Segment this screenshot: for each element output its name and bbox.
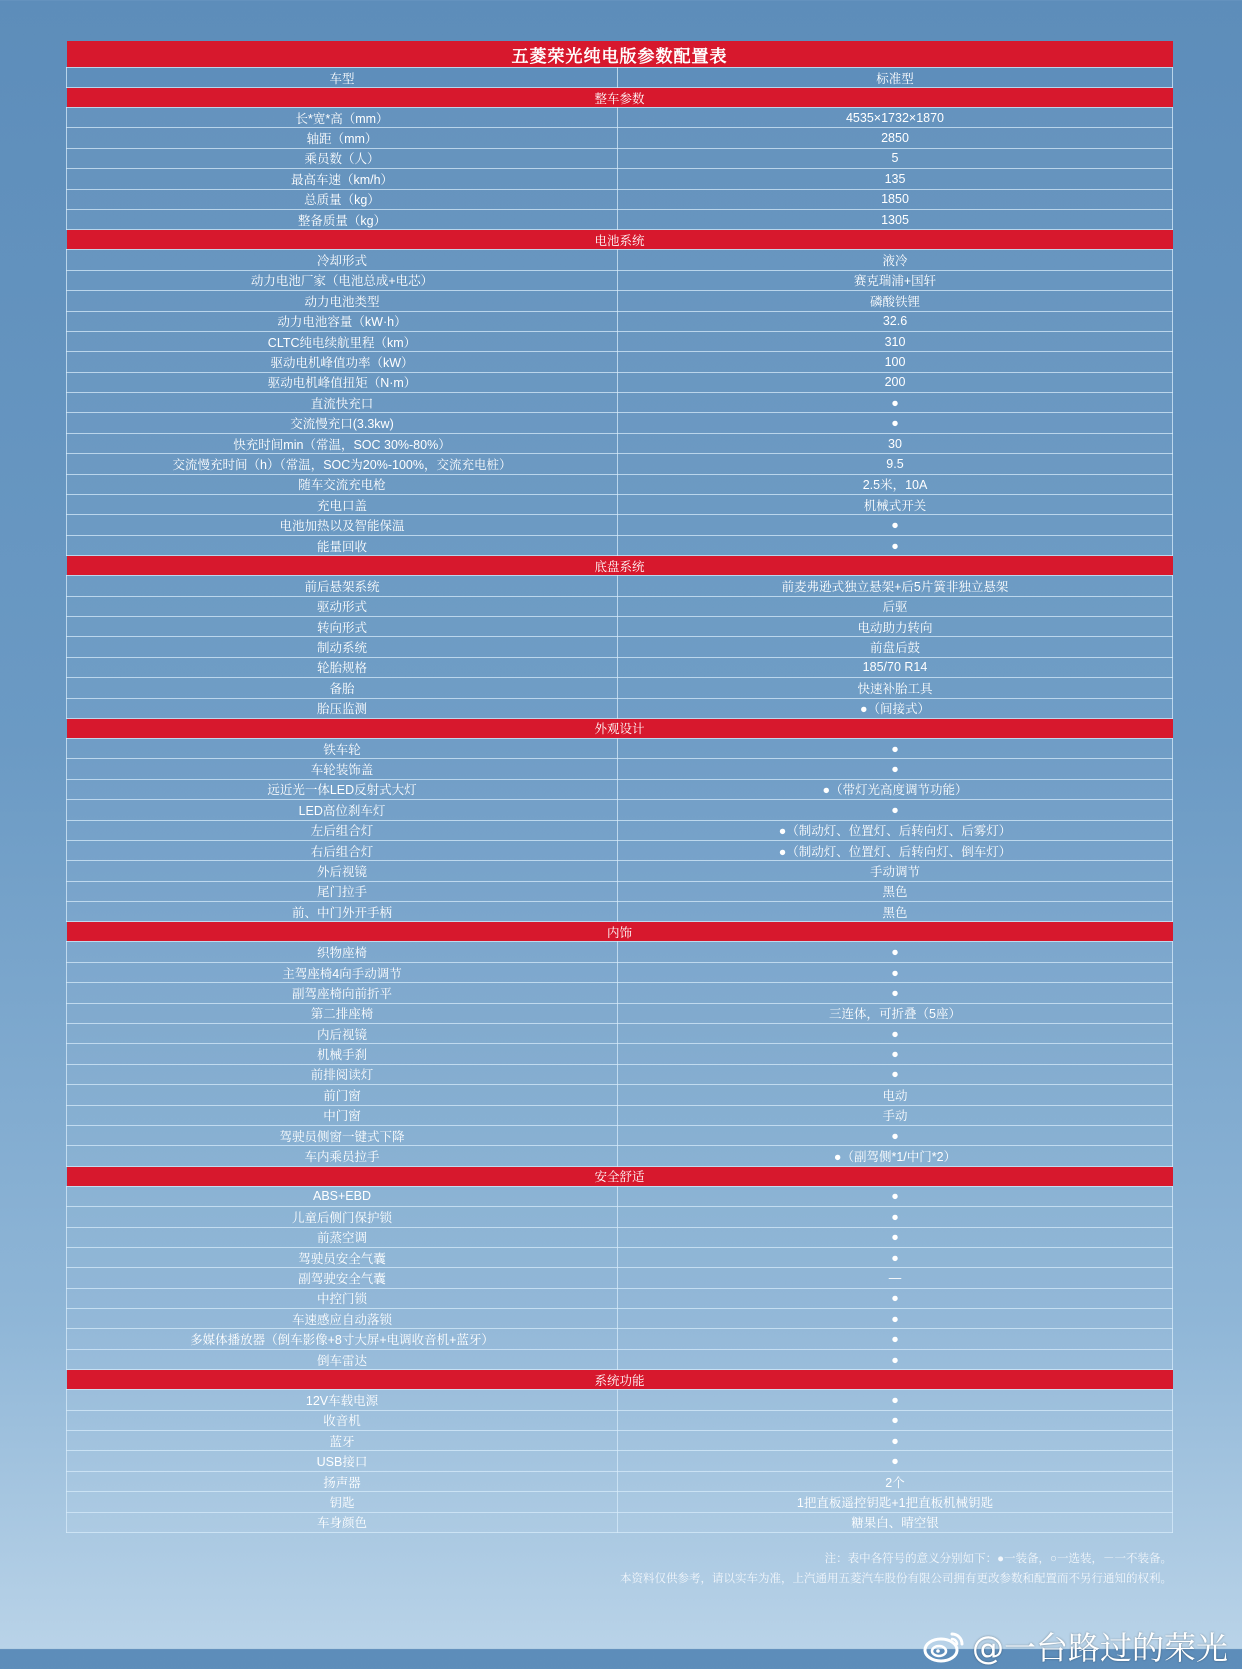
spec-label: 车轮装饰盖: [67, 759, 618, 779]
table-row: [67, 515, 1173, 535]
section-header-row: [67, 88, 1173, 108]
spec-value: 赛克瑞浦+国轩: [618, 270, 1173, 290]
spec-value: ●: [618, 1329, 1173, 1349]
table-row: [67, 454, 1173, 474]
table-row: [67, 270, 1173, 290]
watermark-text: @一台路过的荣光: [971, 1629, 1228, 1667]
spec-label: 制动系统: [67, 637, 618, 657]
section-title: 安全舒适: [67, 1166, 1173, 1186]
spec-label: 尾门拉手: [67, 881, 618, 901]
spec-value: 电动: [618, 1085, 1173, 1105]
table-row: [67, 1268, 1173, 1288]
table-row: [67, 331, 1173, 351]
spec-label: CLTC纯电续航里程（km）: [67, 331, 618, 351]
spec-value: 手动: [618, 1105, 1173, 1125]
table-row: [67, 1105, 1173, 1125]
spec-value: 机械式开关: [618, 495, 1173, 515]
table-row: [67, 1186, 1173, 1206]
table-row: [67, 1044, 1173, 1064]
spec-label: 备胎: [67, 678, 618, 698]
spec-value: ●（制动灯、位置灯、后转向灯、倒车灯）: [618, 840, 1173, 860]
table-row: [67, 352, 1173, 372]
spec-label: 最高车速（km/h）: [67, 169, 618, 189]
spec-value: ●: [618, 515, 1173, 535]
spec-value: ●: [618, 1064, 1173, 1084]
spec-label: 前后悬架系统: [67, 576, 618, 596]
spec-label: 前蒸空调: [67, 1227, 618, 1247]
spec-label: USB接口: [67, 1451, 618, 1471]
spec-value: ●: [618, 983, 1173, 1003]
section-header-row: [67, 922, 1173, 942]
table-row: [67, 1146, 1173, 1166]
table-row: [67, 250, 1173, 270]
spec-value: 200: [618, 372, 1173, 392]
spec-value: ●（间接式）: [618, 698, 1173, 718]
spec-table: [66, 41, 1173, 1533]
spec-label: 动力电池厂家（电池总成+电芯）: [67, 270, 618, 290]
spec-value: ●（制动灯、位置灯、后转向灯、后雾灯）: [618, 820, 1173, 840]
table-row: [67, 1471, 1173, 1491]
section-title: 整车参数: [67, 88, 1173, 108]
spec-value: 185/70 R14: [618, 657, 1173, 677]
section-title: 内饰: [67, 922, 1173, 942]
spec-label: 前排阅读灯: [67, 1064, 618, 1084]
spec-value: ●: [618, 1288, 1173, 1308]
table-row: [67, 616, 1173, 636]
table-row: [67, 108, 1173, 128]
spec-value: 黑色: [618, 902, 1173, 922]
table-row: [67, 1349, 1173, 1369]
table-row: [67, 820, 1173, 840]
spec-value: ●: [618, 800, 1173, 820]
spec-value: ●: [618, 413, 1173, 433]
table-row: [67, 128, 1173, 148]
table-row: [67, 1003, 1173, 1023]
spec-value: ●: [618, 1309, 1173, 1329]
table-row: [67, 1024, 1173, 1044]
table-row: [67, 1288, 1173, 1308]
spec-label: 第二排座椅: [67, 1003, 618, 1023]
table-row: [67, 983, 1173, 1003]
table-row: [67, 779, 1173, 799]
spec-label: 驾驶员安全气囊: [67, 1247, 618, 1267]
spec-label: 倒车雷达: [67, 1349, 618, 1369]
header-row: [67, 68, 1173, 88]
spec-value: 135: [618, 169, 1173, 189]
table-row: [67, 1309, 1173, 1329]
spec-value: ●: [618, 1431, 1173, 1451]
spec-label: 儿童后侧门保护锁: [67, 1207, 618, 1227]
spec-label: 扬声器: [67, 1471, 618, 1491]
table-row: [67, 738, 1173, 758]
spec-label: 驱动形式: [67, 596, 618, 616]
spec-value: 黑色: [618, 881, 1173, 901]
spec-label: 远近光一体LED反射式大灯: [67, 779, 618, 799]
table-row: [67, 657, 1173, 677]
table-row: [67, 1451, 1173, 1471]
table-row: [67, 637, 1173, 657]
table-row: [67, 1064, 1173, 1084]
spec-label: 副驾座椅向前折平: [67, 983, 618, 1003]
section-header-row: [67, 1166, 1173, 1186]
spec-label: 主驾座椅4向手动调节: [67, 962, 618, 982]
table-row: [67, 576, 1173, 596]
spec-value: 5: [618, 148, 1173, 168]
spec-value: ●: [618, 1044, 1173, 1064]
table-row: [67, 209, 1173, 229]
spec-value: 三连体，可折叠（5座）: [618, 1003, 1173, 1023]
table-row: [67, 1410, 1173, 1430]
spec-value: 2850: [618, 128, 1173, 148]
spec-label: 多媒体播放器（倒车影像+8寸大屏+电调收音机+蓝牙）: [67, 1329, 618, 1349]
spec-label: 钥匙: [67, 1492, 618, 1512]
table-row: [67, 759, 1173, 779]
spec-value: 4535×1732×1870: [618, 108, 1173, 128]
spec-value: ●: [618, 1125, 1173, 1145]
spec-label: 中门窗: [67, 1105, 618, 1125]
spec-value: 液冷: [618, 250, 1173, 270]
spec-label: 交流慢充时间（h）（常温，SOC为20%-100%，交流充电桩）: [67, 454, 618, 474]
spec-value: 32.6: [618, 311, 1173, 331]
spec-value: ●: [618, 1451, 1173, 1471]
watermark: [922, 1626, 1228, 1666]
section-title: 底盘系统: [67, 556, 1173, 576]
spec-label: 乘员数（人）: [67, 148, 618, 168]
spec-value: 快速补胎工具: [618, 678, 1173, 698]
table-row: [67, 413, 1173, 433]
table-row: [67, 433, 1173, 453]
section-header-row: [67, 1370, 1173, 1390]
header-trim-label: 标准型: [618, 68, 1173, 88]
table-row: [67, 1512, 1173, 1532]
table-row: [67, 942, 1173, 962]
table-row: [67, 1431, 1173, 1451]
weibo-icon: [922, 1628, 966, 1664]
table-row: [67, 1227, 1173, 1247]
section-header-row: [67, 556, 1173, 576]
spec-value: ●: [618, 1186, 1173, 1206]
spec-value: ●: [618, 1247, 1173, 1267]
spec-value: 9.5: [618, 454, 1173, 474]
table-row: [67, 474, 1173, 494]
spec-label: 副驾驶安全气囊: [67, 1268, 618, 1288]
spec-label: 冷却形式: [67, 250, 618, 270]
table-row: [67, 169, 1173, 189]
table-row: [67, 698, 1173, 718]
spec-label: 中控门锁: [67, 1288, 618, 1308]
table-row: [67, 1329, 1173, 1349]
spec-label: 总质量（kg）: [67, 189, 618, 209]
spec-value: 前盘后鼓: [618, 637, 1173, 657]
spec-label: 充电口盖: [67, 495, 618, 515]
table-row: [67, 800, 1173, 820]
spec-label: 左后组合灯: [67, 820, 618, 840]
spec-value: ●: [618, 1207, 1173, 1227]
spec-value: ●: [618, 535, 1173, 555]
table-row: [67, 861, 1173, 881]
spec-value: 2个: [618, 1471, 1173, 1491]
spec-label: 12V车载电源: [67, 1390, 618, 1410]
section-header-row: [67, 230, 1173, 250]
spec-value: 1把直板遥控钥匙+1把直板机械钥匙: [618, 1492, 1173, 1512]
table-row: [67, 1247, 1173, 1267]
table-row: [67, 311, 1173, 331]
spec-label: 铁车轮: [67, 738, 618, 758]
spec-value: 2.5米，10A: [618, 474, 1173, 494]
spec-value: ●: [618, 759, 1173, 779]
table-row: [67, 881, 1173, 901]
spec-value: ●: [618, 1227, 1173, 1247]
spec-value: ●（副驾侧*1/中门*2）: [618, 1146, 1173, 1166]
table-row: [67, 495, 1173, 515]
spec-value: ●: [618, 1390, 1173, 1410]
section-header-row: [67, 718, 1173, 738]
spec-label: 车速感应自动落锁: [67, 1309, 618, 1329]
spec-label: 交流慢充口(3.3kw): [67, 413, 618, 433]
table-row: [67, 148, 1173, 168]
table-row: [67, 189, 1173, 209]
spec-value: 手动调节: [618, 861, 1173, 881]
spec-label: 轴距（mm）: [67, 128, 618, 148]
table-row: [67, 902, 1173, 922]
spec-label: 胎压监测: [67, 698, 618, 718]
table-row: [67, 393, 1173, 413]
spec-value: ●: [618, 962, 1173, 982]
spec-label: 蓝牙: [67, 1431, 618, 1451]
spec-value: ●: [618, 942, 1173, 962]
spec-label: 前门窗: [67, 1085, 618, 1105]
table-row: [67, 1085, 1173, 1105]
spec-value: 前麦弗逊式独立悬架+后5片簧非独立悬架: [618, 576, 1173, 596]
spec-label: 轮胎规格: [67, 657, 618, 677]
spec-label: 收音机: [67, 1410, 618, 1430]
table-row: [67, 1390, 1173, 1410]
spec-label: 快充时间min（常温，SOC 30%-80%）: [67, 433, 618, 453]
table-row: [67, 962, 1173, 982]
table-row: [67, 1207, 1173, 1227]
spec-table-body: [67, 41, 1173, 1533]
table-row: [67, 596, 1173, 616]
page-title: 五菱荣光纯电版参数配置表: [67, 41, 1173, 68]
spec-label: 能量回收: [67, 535, 618, 555]
table-row: [67, 678, 1173, 698]
spec-value: 电动助力转向: [618, 616, 1173, 636]
spec-label: 前、中门外开手柄: [67, 902, 618, 922]
spec-label: 整备质量（kg）: [67, 209, 618, 229]
spec-label: 车身颜色: [67, 1512, 618, 1532]
footnotes: [620, 1549, 1172, 1589]
spec-label: 转向形式: [67, 616, 618, 636]
spec-label: ABS+EBD: [67, 1186, 618, 1206]
spec-value: 310: [618, 331, 1173, 351]
spec-label: 右后组合灯: [67, 840, 618, 860]
spec-value: ●: [618, 1024, 1173, 1044]
spec-label: LED高位刹车灯: [67, 800, 618, 820]
symbol-legend: 注：表中各符号的意义分别如下：●一装备，○一选装，－一不装备。: [824, 1553, 1172, 1565]
table-row: [67, 291, 1173, 311]
spec-value: 100: [618, 352, 1173, 372]
spec-value: 糖果白、晴空银: [618, 1512, 1173, 1532]
spec-value: 磷酸铁锂: [618, 291, 1173, 311]
spec-value: ●（带灯光高度调节功能）: [618, 779, 1173, 799]
spec-value: ●: [618, 1349, 1173, 1369]
spec-label: 机械手刹: [67, 1044, 618, 1064]
table-row: [67, 840, 1173, 860]
section-title: 系统功能: [67, 1370, 1173, 1390]
spec-value: ●: [618, 393, 1173, 413]
spec-label: 直流快充口: [67, 393, 618, 413]
section-title: 电池系统: [67, 230, 1173, 250]
table-row: [67, 372, 1173, 392]
title-row: [67, 41, 1173, 68]
table-row: [67, 535, 1173, 555]
spec-label: 动力电池容量（kW·h）: [67, 311, 618, 331]
spec-label: 长*宽*高（mm）: [67, 108, 618, 128]
table-row: [67, 1492, 1173, 1512]
disclaimer: 本资料仅供参考，请以实车为准，上汽通用五菱汽车股份有限公司拥有更改参数和配置而不另行通知的权利。: [620, 1573, 1172, 1585]
spec-label: 随车交流充电枪: [67, 474, 618, 494]
spec-label: 车内乘员拉手: [67, 1146, 618, 1166]
spec-label: 内后视镜: [67, 1024, 618, 1044]
spec-label: 驾驶员侧窗一键式下降: [67, 1125, 618, 1145]
spec-value: 1305: [618, 209, 1173, 229]
spec-label: 电池加热以及智能保温: [67, 515, 618, 535]
spec-label: 动力电池类型: [67, 291, 618, 311]
section-title: 外观设计: [67, 718, 1173, 738]
spec-label: 驱动电机峰值扭矩（N·m）: [67, 372, 618, 392]
spec-value: 1850: [618, 189, 1173, 209]
spec-value: ●: [618, 738, 1173, 758]
spec-value: 30: [618, 433, 1173, 453]
spec-label: 外后视镜: [67, 861, 618, 881]
spec-label: 织物座椅: [67, 942, 618, 962]
spec-label: 驱动电机峰值功率（kW）: [67, 352, 618, 372]
spec-value: 后驱: [618, 596, 1173, 616]
header-model-label: 车型: [67, 68, 618, 88]
spec-value: —: [618, 1268, 1173, 1288]
table-row: [67, 1125, 1173, 1145]
spec-value: ●: [618, 1410, 1173, 1430]
